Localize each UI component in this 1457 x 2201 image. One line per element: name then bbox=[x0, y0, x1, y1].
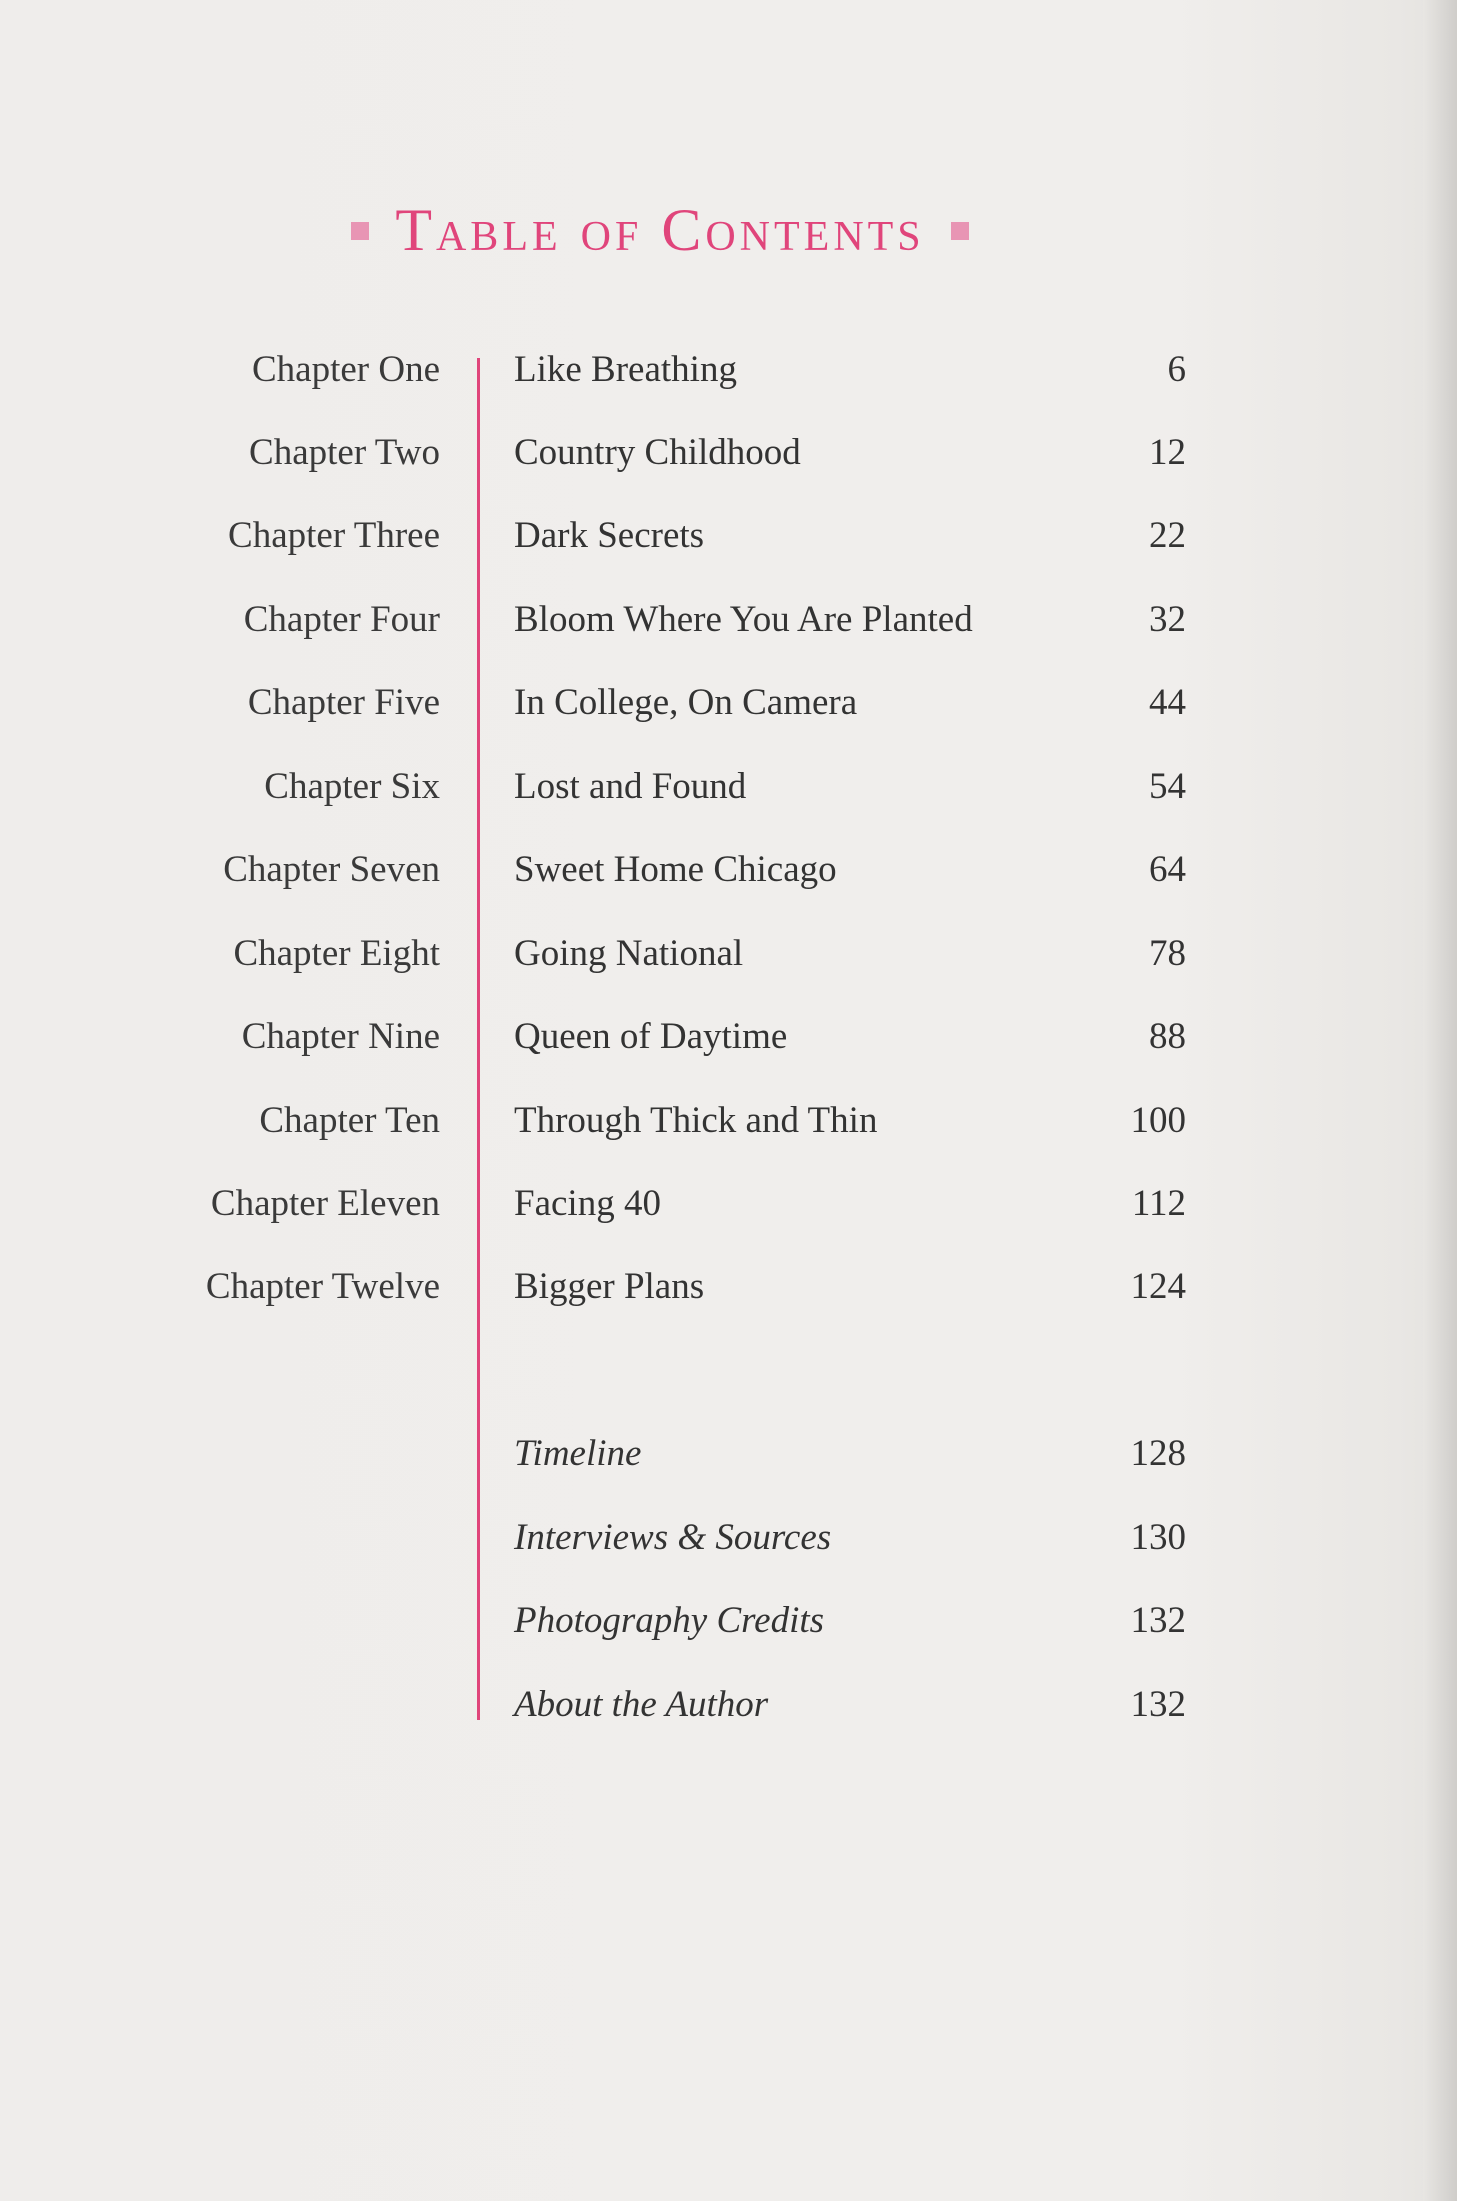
toc-row[interactable] bbox=[0, 506, 1200, 566]
toc-back-matter-row[interactable] bbox=[0, 1424, 1200, 1484]
toc-row[interactable] bbox=[0, 590, 1200, 650]
square-ornament-icon bbox=[351, 222, 369, 240]
chapter-title: Bigger Plans bbox=[514, 1266, 705, 1307]
chapter-number: Chapter Twelve bbox=[205, 1266, 440, 1307]
toc-row[interactable] bbox=[0, 1257, 1200, 1317]
chapter-title: In College, On Camera bbox=[514, 682, 858, 723]
page-number: 132 bbox=[1130, 1684, 1186, 1725]
page-title bbox=[0, 196, 1320, 265]
toc-row[interactable] bbox=[0, 840, 1200, 900]
page-number: 128 bbox=[1130, 1433, 1186, 1474]
chapter-title: Queen of Daytime bbox=[514, 1016, 788, 1057]
chapter-number: Chapter Three bbox=[228, 515, 440, 556]
toc-row[interactable] bbox=[0, 340, 1200, 400]
chapter-title: Sweet Home Chicago bbox=[514, 849, 837, 890]
back-matter-title: Interviews & Sources bbox=[514, 1517, 832, 1558]
chapter-number: Chapter One bbox=[251, 349, 440, 390]
chapter-title: Facing 40 bbox=[514, 1183, 661, 1224]
page-number: 64 bbox=[1149, 849, 1186, 890]
chapter-number: Chapter Six bbox=[264, 766, 440, 807]
toc-back-matter-row[interactable] bbox=[0, 1508, 1200, 1568]
toc-row[interactable] bbox=[0, 1007, 1200, 1067]
chapter-title: Like Breathing bbox=[514, 349, 737, 390]
toc-row[interactable] bbox=[0, 1091, 1200, 1151]
chapter-title: Country Childhood bbox=[514, 432, 801, 473]
chapter-title: Dark Secrets bbox=[514, 515, 705, 556]
back-matter-title: Timeline bbox=[514, 1433, 642, 1474]
page-number: 78 bbox=[1149, 933, 1186, 974]
chapter-title: Through Thick and Thin bbox=[514, 1100, 878, 1141]
page-number: 100 bbox=[1130, 1100, 1186, 1141]
chapter-number: Chapter Nine bbox=[241, 1016, 440, 1057]
chapter-number: Chapter Two bbox=[249, 432, 440, 473]
toc-row[interactable] bbox=[0, 423, 1200, 483]
chapter-title: Lost and Found bbox=[514, 766, 747, 807]
chapter-title: Bloom Where You Are Planted bbox=[514, 599, 973, 640]
toc-row[interactable] bbox=[0, 1174, 1200, 1234]
toc-back-matter-row[interactable] bbox=[0, 1591, 1200, 1651]
page-number: 32 bbox=[1149, 599, 1186, 640]
back-matter-title: Photography Credits bbox=[514, 1600, 825, 1641]
chapter-number: Chapter Five bbox=[247, 682, 440, 723]
page-number: 22 bbox=[1149, 515, 1186, 556]
page-number: 112 bbox=[1131, 1183, 1186, 1224]
page-number: 130 bbox=[1130, 1517, 1186, 1558]
page-number: 44 bbox=[1149, 682, 1186, 723]
chapter-number: Chapter Eight bbox=[233, 933, 440, 974]
chapter-number: Chapter Ten bbox=[259, 1100, 440, 1141]
chapter-number: Chapter Seven bbox=[223, 849, 440, 890]
back-matter-title: About the Author bbox=[514, 1684, 769, 1725]
toc-row[interactable] bbox=[0, 924, 1200, 984]
page-number: 12 bbox=[1149, 432, 1186, 473]
square-ornament-icon bbox=[951, 222, 969, 240]
toc-row[interactable] bbox=[0, 757, 1200, 817]
page-edge bbox=[1423, 0, 1457, 2201]
page-number: 54 bbox=[1149, 766, 1186, 807]
chapter-title: Going National bbox=[514, 933, 744, 974]
toc-row[interactable] bbox=[0, 673, 1200, 733]
page-number: 124 bbox=[1130, 1266, 1186, 1307]
chapter-number: Chapter Eleven bbox=[210, 1183, 440, 1224]
title-text: Table of Contents bbox=[395, 197, 925, 263]
page-number: 132 bbox=[1130, 1600, 1186, 1641]
toc-back-matter-row[interactable] bbox=[0, 1675, 1200, 1735]
page-number: 6 bbox=[1167, 349, 1186, 390]
chapter-number: Chapter Four bbox=[243, 599, 440, 640]
page-number: 88 bbox=[1149, 1016, 1186, 1057]
